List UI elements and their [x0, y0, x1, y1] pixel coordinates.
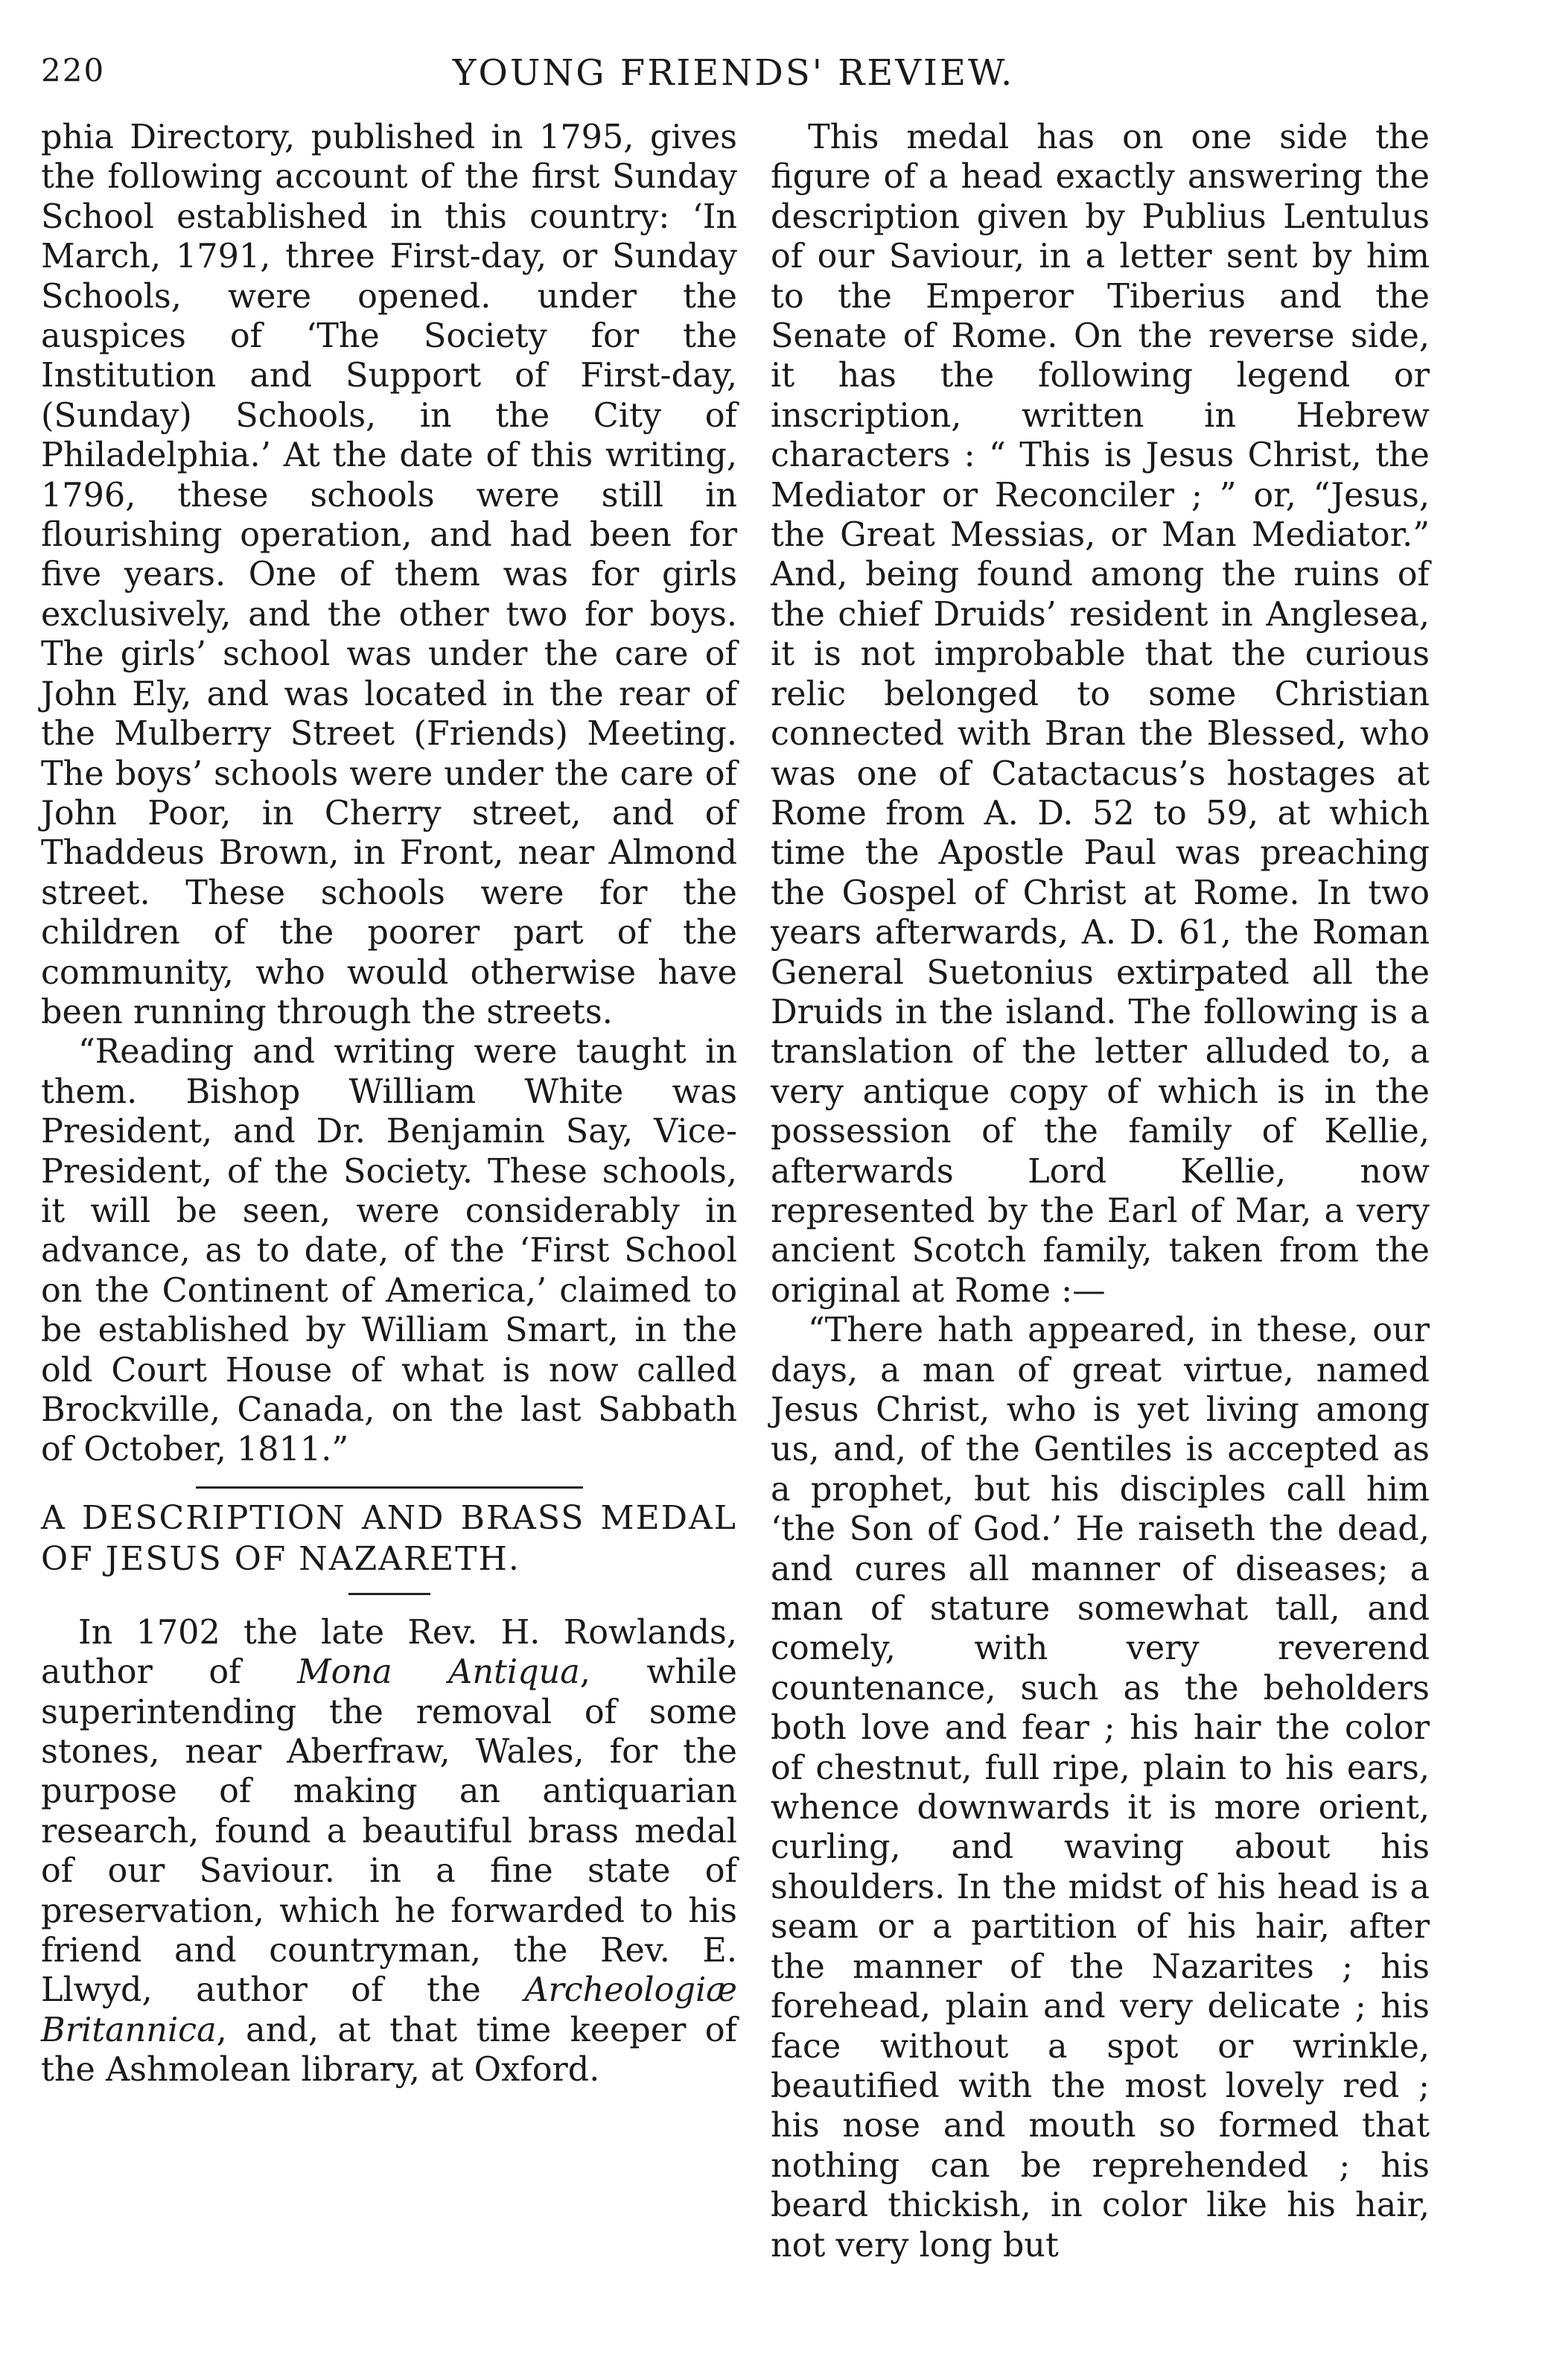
page-number: 220 [41, 52, 106, 89]
book-title-archeologiae: Archeologiæ Britannica [41, 1971, 737, 2049]
left-paragraph-1: phia Directory, published in 1795, gives the following account of the first Sunday School established in this country: ‘In March, 1791, three First-day, or Sunday Schools, were opened. under the auspices of ‘The Society for the Institution and Support of First-day, (Sunday) Schools, in the City of Philadelphia.’ At the date of this writing, 1796, these schools were still in flourishing operation, and had been for five years. One of them was for girls exclusively, and the other two for boys. The girls’ school was under the care of John Ely, and was located in the rear of the Mulberry Street (Friends) Meeting. The boys’ schools were under the care of John Poor, in Cherry street, and of Thaddeus Brown, in Front, near Almond street. These schools were for the children of the poorer part of the community, who would otherwise have been running through the streets. [41, 118, 737, 1031]
paragraph-3-text-c: , and, at that time keeper of the Ashmolean library, at Oxford. [41, 2011, 737, 2090]
right-paragraph-2: “There hath appeared, in these, our days, a man of great virtue, named Jesus Christ, who is yet living among us, and, of the Gentiles is accepted as a prophet, but his disciples call him ‘the Son of God.’ He raiseth the dead, and cures all manner of diseases; a man of stature somewhat tall, and comely, with very reverend countenance, such as the beholders both love and fear ; his hair the color of chestnut, full ripe, plain to his ears, whence downwards it is more orient, curling, and waving about his shoulders. In the midst of his head is a seam or a partition of his hair, after the manner of the Nazarites ; his forehead, plain and very delicate ; his face without a spot or wrinkle, beautified with the most lovely red ; his nose and mouth so formed that nothing can be reprehended ; his beard thickish, in color like his hair, not very long but [771, 1311, 1430, 2265]
left-paragraph-2: “Reading and writing were taught in them. Bishop William White was President, and Dr. Benjamin Say, Vice-President, of the Society. These schools, it will be seen, were considerably in advance, as to date, of the ‘First School on the Continent of America,’ claimed to be established by William Smart, in the old Court House of what is now called Brockville, Canada, on the last Sabbath of October, 1811.” [41, 1033, 737, 1469]
heading-divider-rule [348, 1593, 430, 1595]
section-divider-rule [196, 1486, 583, 1489]
right-paragraph-1: This medal has on one side the figure of a head exactly answering the description given by Publius Lentulus of our Saviour, in a letter sent by him to the Emperor Tiberius and the Senate of Rome. On the reverse side, it has the following legend or inscription, written in Hebrew characters : “ This is Jesus Christ, the Mediator or Reconciler ; ” or, “Jesus, the Great Messias, or Man Mediator.” And, being found among the ruins of the chief Druids’ resident in Anglesea, it is not improbable that the curious relic belonged to some Christian connected with Bran the Blessed, who was one of Catactacus’s hostages at Rome from A. D. 52 to 59, at which time the Apostle Paul was preaching the Gospel of Christ at Rome. In two years afterwards, A. D. 61, the Roman General Suetonius extirpated all the Druids in the island. The following is a translation of the letter alluded to, a very antique copy of which is in the possession of the family of Kellie, afterwards Lord Kellie, now represented by the Earl of Mar, a very ancient Scotch family, taken from the original at Rome :— [771, 118, 1430, 1310]
paragraph-3-text-b: , while superintending the removal of some stones, near Aberfraw, Wales, for the purpose of making an antiquarian research, found a beautiful brass medal of our Saviour. in a fine state of preservation, which he forwarded to his friend and countryman, the Rev. E. Llwyd, author of the [41, 1653, 737, 2010]
right-column [771, 118, 1430, 2265]
left-paragraph-3 [41, 1613, 737, 2090]
page-header [41, 52, 1426, 104]
book-title-mona-antiqua: Mona Antiqua [297, 1653, 580, 1692]
article-heading: A DESCRIPTION AND BRASS MEDAL OF JESUS OF NAZARETH. [41, 1498, 737, 1578]
running-title: YOUNG FRIENDS' REVIEW. [452, 52, 1015, 94]
paragraph-3-text-a: In 1702 the late Rev. H. Rowlands, author of [41, 1613, 737, 1692]
left-column [41, 118, 737, 2090]
